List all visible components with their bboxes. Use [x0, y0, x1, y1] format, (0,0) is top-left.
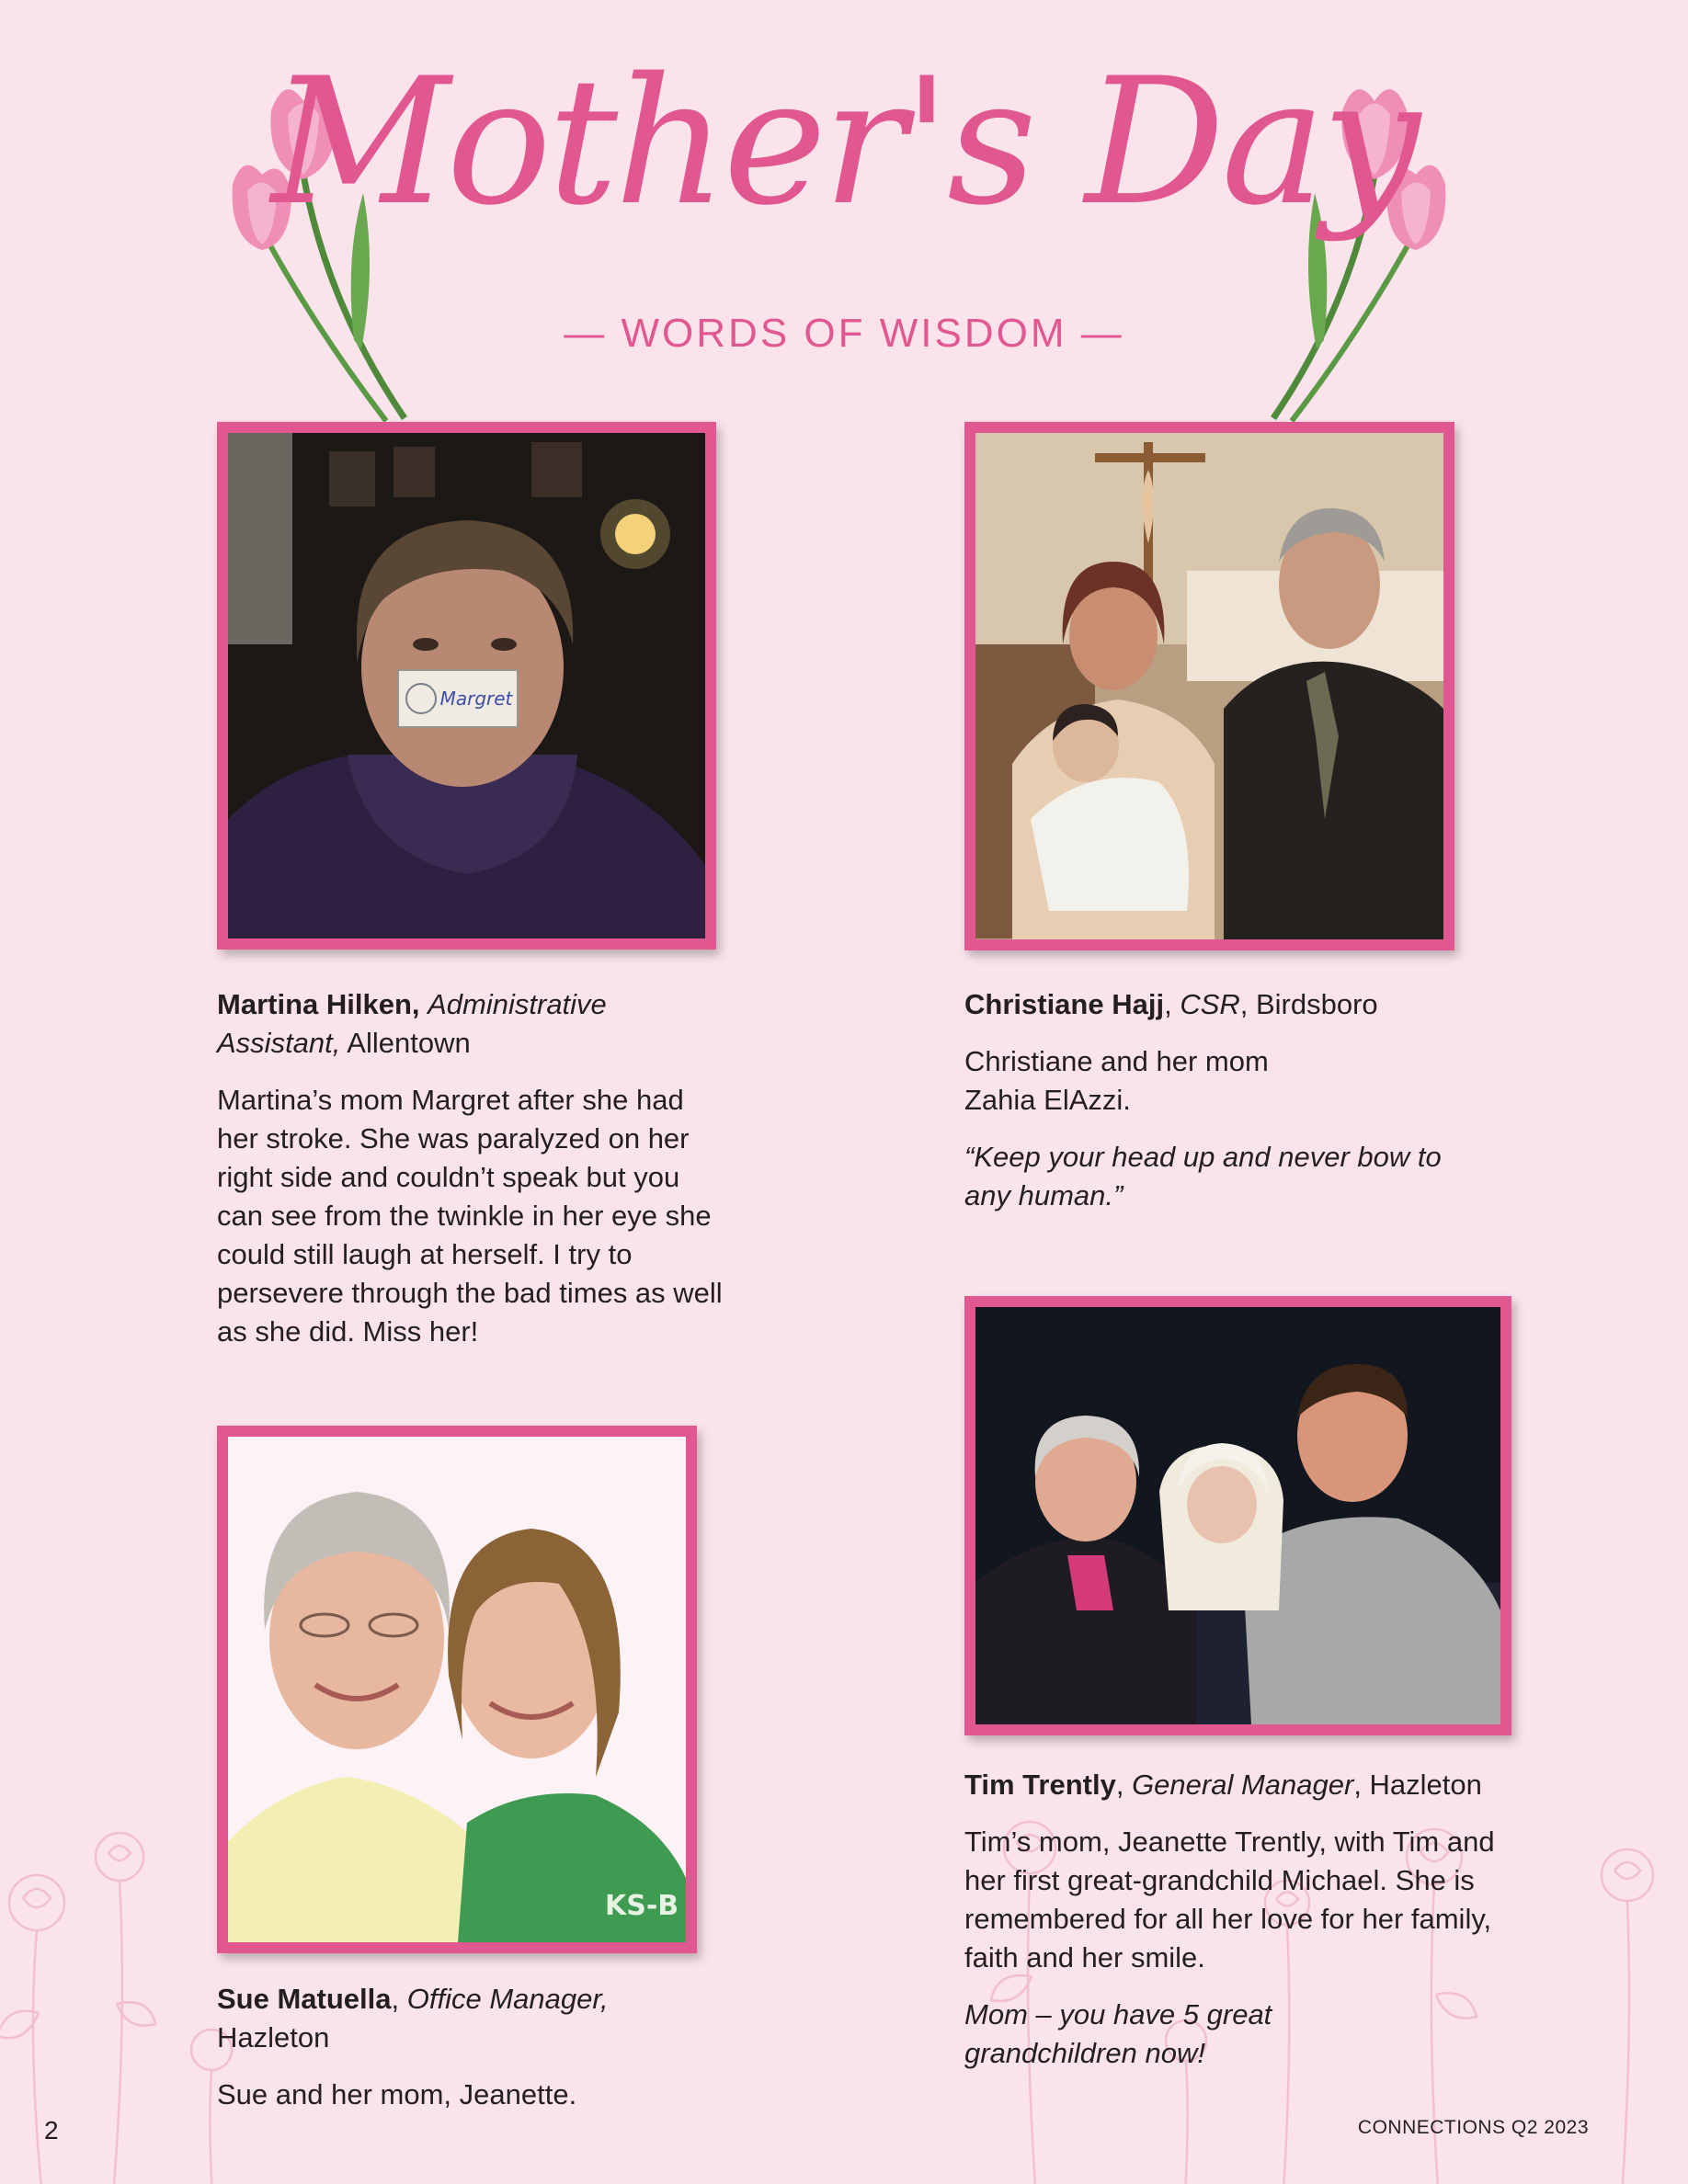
person-location: Allentown — [347, 1027, 471, 1059]
quote-text: Mom – you have 5 great grandchildren now! — [964, 1998, 1272, 2069]
page-title: Mother's Day — [270, 40, 1417, 244]
caption-christiane — [964, 985, 1479, 1234]
person-location: , Birdsboro — [1239, 988, 1378, 1020]
caption-text: Christiane and her mom Zahia ElAzzi. — [964, 1045, 1269, 1116]
person-location: , Hazleton — [1353, 1769, 1482, 1801]
photo-tim-family — [964, 1296, 1511, 1735]
caption-text: Sue and her mom, Jeanette. — [217, 2078, 577, 2110]
publication-title: CONNECTIONS Q2 2023 — [1357, 2117, 1589, 2138]
person-name: Christiane Hajj — [964, 988, 1165, 1020]
page-subtitle: — WORDS OF WISDOM — — [564, 311, 1124, 356]
caption-tim — [964, 1766, 1553, 2091]
quote-text: “Keep your head up and never bow to any human.” — [964, 1141, 1442, 1211]
photo-martina-mom — [217, 422, 716, 950]
person-role: Office Manager, — [406, 1983, 609, 2015]
caption-quote — [964, 1996, 1314, 2073]
page-number: 2 — [44, 2116, 59, 2144]
caption-header — [217, 1980, 677, 2057]
person-name: Sue Matuella — [217, 1983, 392, 2015]
caption-header — [964, 1766, 1553, 1804]
caption-header — [217, 985, 732, 1063]
person-role: CSR — [1180, 988, 1240, 1020]
photo-christiane-mom — [964, 422, 1454, 950]
caption-martina — [217, 985, 732, 1370]
caption-text: Tim’s mom, Jeanette Trently, with Tim and her first great-grandchild Michael. She is remembered for all her love for her family, faith and her smile. — [964, 1826, 1495, 1974]
caption-quote — [964, 1138, 1461, 1215]
person-name: Martina Hilken, — [217, 988, 420, 1020]
name-sticker: Margret — [439, 688, 513, 710]
shirt-lettering: KS-B — [605, 1890, 679, 1922]
separator: , — [1115, 1769, 1124, 1801]
person-location: Hazleton — [217, 2021, 330, 2053]
person-name: Tim Trently — [964, 1769, 1116, 1801]
caption-text: Martina’s mom Margret after she had her stroke. She was paralyzed on her right side and couldn’t speak but you can see from the twinkle in her eye she could still laugh at herself. I try to persevere through the bad times as well as she did. Miss her! — [217, 1084, 723, 1348]
person-role: Administrative Assistant, — [217, 988, 607, 1059]
caption-header — [964, 985, 1479, 1024]
separator: , — [391, 1983, 400, 2015]
photo-sue-mom — [217, 1426, 697, 1953]
caption-sue — [217, 1980, 677, 2133]
separator: , — [1164, 988, 1172, 1020]
person-role: General Manager — [1132, 1769, 1354, 1801]
